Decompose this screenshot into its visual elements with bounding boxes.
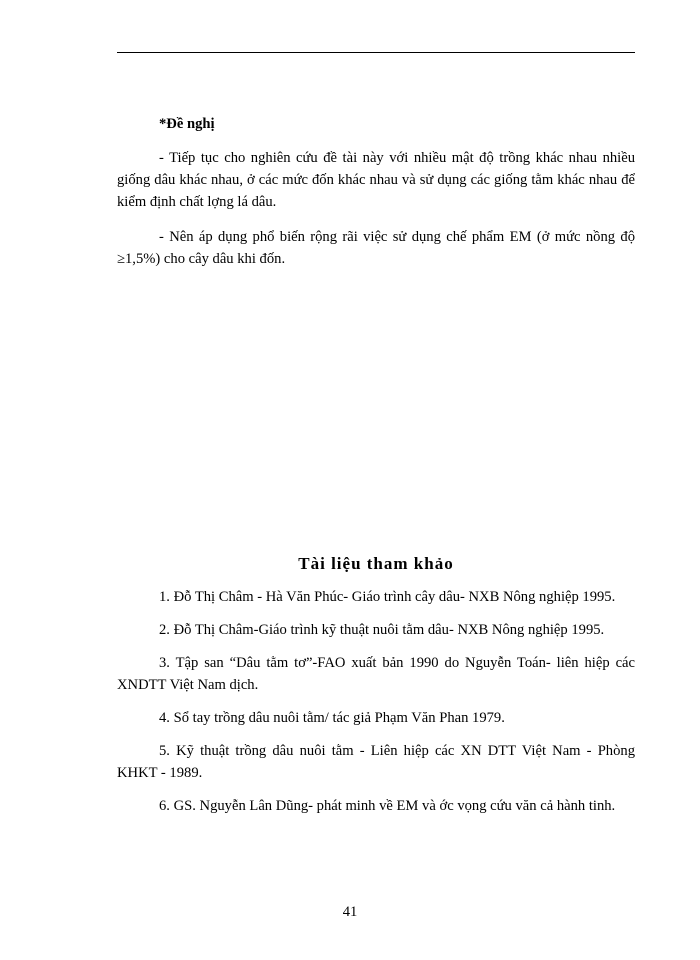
reference-item: 3. Tập san “Dâu tằm tơ”-FAO xuất bản 1990 do Nguyễn Toán- liên hiệp các XNDTT Việt Nam dịch.	[117, 655, 635, 693]
header-rule	[117, 52, 635, 53]
reference-item: 6. GS. Nguyễn Lân Dũng- phát minh về EM và ớc vọng cứu văn cả hành tinh.	[159, 798, 616, 814]
recommendation-title: *Đề nghị	[159, 116, 215, 132]
page-number: 41	[342, 904, 358, 920]
reference-item: 5. Kỹ thuật trồng dâu nuôi tằm - Liên hiệp các XN DTT Việt Nam - Phòng KHKT - 1989.	[117, 743, 635, 781]
reference-item: 4. Sổ tay trồng dâu nuôi tằm/ tác giả Phạm Văn Phan 1979.	[159, 710, 505, 726]
recommendation-paragraph: - Nên áp dụng phổ biến rộng rãi việc sử dụng chế phẩm EM (ở mức nồng độ ≥1,5%) cho cây dâu khi đốn.	[117, 229, 635, 267]
recommendation-paragraph: - Tiếp tục cho nghiên cứu đề tài này với nhiều mật độ trồng khác nhau nhiều giống dâu khác nhau, ở các mức đốn khác nhau và sử dụng các giống tằm khác nhau để kiểm định chất lợng lá dâu.	[117, 150, 635, 210]
reference-item: 1. Đỗ Thị Châm - Hà Văn Phúc- Giáo trình cây dâu- NXB Nông nghiệp 1995.	[159, 589, 616, 605]
blank-space	[117, 283, 635, 553]
references-title: Tài liệu tham khảo	[298, 554, 454, 573]
page-content	[117, 113, 635, 828]
reference-item: 2. Đỗ Thị Châm-Giáo trình kỹ thuật nuôi tằm dâu- NXB Nông nghiệp 1995.	[159, 622, 605, 638]
